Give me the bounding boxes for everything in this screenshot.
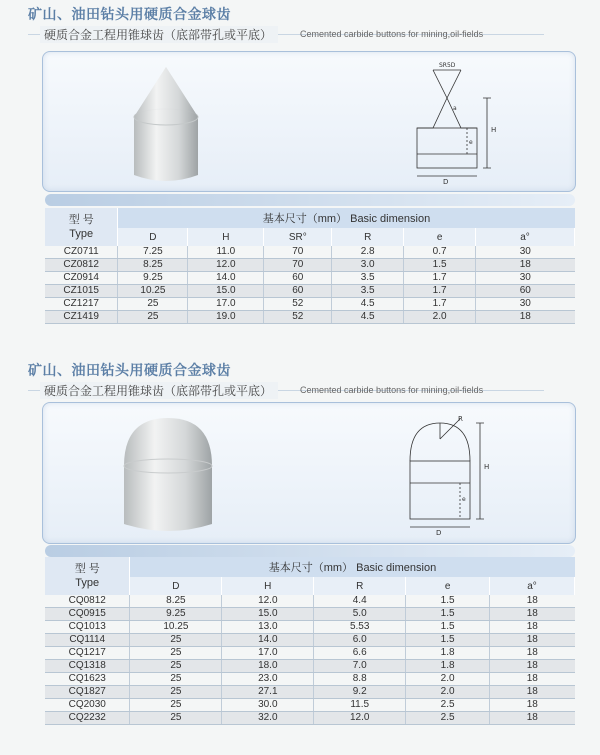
value-cell: 52 xyxy=(264,298,332,311)
value-cell: 5.53 xyxy=(314,621,406,634)
model-cell: CZ1217 xyxy=(45,298,118,311)
section2-product-panel xyxy=(42,402,576,544)
value-cell: 18 xyxy=(490,595,575,608)
table-row xyxy=(45,259,575,272)
h-label: H xyxy=(491,126,497,134)
section1-subtitle xyxy=(40,25,483,43)
value-cell: 7.0 xyxy=(314,660,406,673)
section1-table-topbar xyxy=(45,194,575,206)
value-cell: 6.6 xyxy=(314,647,406,660)
value-cell: 25 xyxy=(130,660,222,673)
value-cell: 18 xyxy=(490,608,575,621)
value-cell: 1.7 xyxy=(404,272,476,285)
value-cell: 1.5 xyxy=(406,621,490,634)
col-header-e-2: e xyxy=(406,577,490,595)
sr-label: SR5D xyxy=(439,62,456,69)
model-cell: CQ1318 xyxy=(45,660,130,673)
col-header-r: R xyxy=(332,228,404,246)
value-cell: 18 xyxy=(490,686,575,699)
value-cell: 12.0 xyxy=(222,595,314,608)
type-header-cn-2: 型 号 xyxy=(74,563,100,575)
value-cell: 2.0 xyxy=(404,311,476,324)
table-row xyxy=(45,673,575,686)
value-cell: 13.0 xyxy=(222,621,314,634)
e-label-2: e xyxy=(462,496,466,503)
conical-button-image xyxy=(108,55,248,190)
value-cell: 8.25 xyxy=(118,259,188,272)
value-cell: 18 xyxy=(490,634,575,647)
value-cell: 4.5 xyxy=(332,311,404,324)
value-cell: 3.5 xyxy=(332,272,404,285)
value-cell: 52 xyxy=(264,311,332,324)
section2-subtitle-en: Cemented carbide buttons for mining,oil-fields xyxy=(300,385,484,395)
type-header-cn: 型 号 xyxy=(68,214,94,226)
value-cell: 1.7 xyxy=(404,285,476,298)
value-cell: 23.0 xyxy=(222,673,314,686)
section1-spec-table xyxy=(45,208,575,324)
table-row xyxy=(45,298,575,311)
value-cell: 18.0 xyxy=(222,660,314,673)
table-row xyxy=(45,311,575,324)
model-cell: CZ0914 xyxy=(45,272,118,285)
col-header-d: D xyxy=(118,228,188,246)
value-cell: 12.0 xyxy=(188,259,264,272)
value-cell: 1.7 xyxy=(404,298,476,311)
value-cell: 1.5 xyxy=(406,595,490,608)
section1-product-panel xyxy=(42,51,576,192)
value-cell: 30 xyxy=(476,298,575,311)
value-cell: 2.0 xyxy=(406,686,490,699)
ball-button-image xyxy=(106,406,246,541)
value-cell: 25 xyxy=(130,673,222,686)
col-header-e: e xyxy=(404,228,476,246)
type-header xyxy=(45,208,118,246)
table-row xyxy=(45,272,575,285)
value-cell: 2.5 xyxy=(406,712,490,725)
table-row xyxy=(45,712,575,725)
value-cell: 25 xyxy=(130,634,222,647)
model-cell: CZ1015 xyxy=(45,285,118,298)
col-header-d-2: D xyxy=(130,577,222,595)
model-cell: CQ1623 xyxy=(45,673,130,686)
value-cell: 70 xyxy=(264,246,332,259)
value-cell: 30 xyxy=(476,246,575,259)
value-cell: 3.5 xyxy=(332,285,404,298)
model-cell: CQ1114 xyxy=(45,634,130,647)
model-cell: CQ2030 xyxy=(45,699,130,712)
value-cell: 10.25 xyxy=(130,621,222,634)
model-cell: CQ0812 xyxy=(45,595,130,608)
value-cell: 1.8 xyxy=(406,660,490,673)
value-cell: 18 xyxy=(476,259,575,272)
value-cell: 25 xyxy=(130,686,222,699)
model-cell: CQ1827 xyxy=(45,686,130,699)
table-row xyxy=(45,647,575,660)
value-cell: 5.0 xyxy=(314,608,406,621)
model-cell: CQ1013 xyxy=(45,621,130,634)
value-cell: 1.5 xyxy=(406,634,490,647)
value-cell: 14.0 xyxy=(188,272,264,285)
col-header-a: a° xyxy=(476,228,575,246)
section2-subtitle-cn: 硬质合金工程用锥球齿（底部带孔或平底） xyxy=(40,382,278,399)
model-cell: CZ0711 xyxy=(45,246,118,259)
value-cell: 7.25 xyxy=(118,246,188,259)
h-label-2: H xyxy=(484,463,490,471)
value-cell: 2.8 xyxy=(332,246,404,259)
value-cell: 2.0 xyxy=(406,673,490,686)
table-row xyxy=(45,634,575,647)
value-cell: 25 xyxy=(130,647,222,660)
value-cell: 27.1 xyxy=(222,686,314,699)
value-cell: 30.0 xyxy=(222,699,314,712)
value-cell: 18 xyxy=(490,673,575,686)
value-cell: 60 xyxy=(476,285,575,298)
d-label-2: D xyxy=(436,529,442,537)
value-cell: 25 xyxy=(130,712,222,725)
value-cell: 60 xyxy=(264,272,332,285)
value-cell: 60 xyxy=(264,285,332,298)
value-cell: 17.0 xyxy=(222,647,314,660)
table-row xyxy=(45,595,575,608)
value-cell: 25 xyxy=(130,699,222,712)
section1-subtitle-cn: 硬质合金工程用锥球齿（底部带孔或平底） xyxy=(40,26,278,43)
section2-spec-table xyxy=(45,557,575,725)
value-cell: 8.8 xyxy=(314,673,406,686)
ball-button-drawing xyxy=(398,409,518,539)
value-cell: 19.0 xyxy=(188,311,264,324)
value-cell: 18 xyxy=(490,712,575,725)
e-label: e xyxy=(469,139,473,146)
value-cell: 8.25 xyxy=(130,595,222,608)
model-cell: CQ2232 xyxy=(45,712,130,725)
value-cell: 15.0 xyxy=(188,285,264,298)
section1-title: 矿山、油田钻头用硬质合金球齿 xyxy=(28,7,231,23)
table-row xyxy=(45,285,575,298)
d-label: D xyxy=(443,178,449,186)
conical-button-drawing xyxy=(405,58,515,188)
value-cell: 70 xyxy=(264,259,332,272)
table-row xyxy=(45,686,575,699)
model-cell: CZ0812 xyxy=(45,259,118,272)
table-row xyxy=(45,699,575,712)
value-cell: 30 xyxy=(476,272,575,285)
value-cell: 9.25 xyxy=(118,272,188,285)
type-header-en-2: Type xyxy=(75,577,100,589)
value-cell: 2.5 xyxy=(406,699,490,712)
section2-table-topbar xyxy=(45,545,575,557)
value-cell: 3.0 xyxy=(332,259,404,272)
value-cell: 11.5 xyxy=(314,699,406,712)
value-cell: 12.0 xyxy=(314,712,406,725)
value-cell: 17.0 xyxy=(188,298,264,311)
value-cell: 6.0 xyxy=(314,634,406,647)
value-cell: 10.25 xyxy=(118,285,188,298)
value-cell: 18 xyxy=(490,621,575,634)
value-cell: 1.5 xyxy=(406,608,490,621)
value-cell: 18 xyxy=(490,699,575,712)
a-label: a xyxy=(453,105,457,112)
col-header-r-2: R xyxy=(314,577,406,595)
value-cell: 15.0 xyxy=(222,608,314,621)
value-cell: 14.0 xyxy=(222,634,314,647)
section2-title: 矿山、油田钻头用硬质合金球齿 xyxy=(28,363,231,379)
value-cell: 32.0 xyxy=(222,712,314,725)
value-cell: 4.4 xyxy=(314,595,406,608)
value-cell: 18 xyxy=(490,660,575,673)
value-cell: 1.8 xyxy=(406,647,490,660)
col-header-h: H xyxy=(188,228,264,246)
col-header-h-2: H xyxy=(222,577,314,595)
type-header-en: Type xyxy=(69,228,94,240)
type-header-2 xyxy=(45,557,130,595)
section1-subtitle-en: Cemented carbide buttons for mining,oil-fields xyxy=(300,29,484,39)
r-label: R xyxy=(458,415,463,423)
value-cell: 25 xyxy=(118,311,188,324)
col-header-a-2: a° xyxy=(490,577,575,595)
dimension-header-2: 基本尺寸（mm） Basic dimension xyxy=(130,557,575,577)
value-cell: 1.5 xyxy=(404,259,476,272)
dimension-header: 基本尺寸（mm） Basic dimension xyxy=(118,208,575,228)
model-cell: CQ1217 xyxy=(45,647,130,660)
value-cell: 11.0 xyxy=(188,246,264,259)
table-row xyxy=(45,608,575,621)
col-header-sr: SR° xyxy=(264,228,332,246)
table-row xyxy=(45,246,575,259)
value-cell: 9.25 xyxy=(130,608,222,621)
table-row xyxy=(45,660,575,673)
value-cell: 18 xyxy=(476,311,575,324)
value-cell: 4.5 xyxy=(332,298,404,311)
table-row xyxy=(45,621,575,634)
value-cell: 25 xyxy=(118,298,188,311)
value-cell: 18 xyxy=(490,647,575,660)
value-cell: 0.7 xyxy=(404,246,476,259)
value-cell: 9.2 xyxy=(314,686,406,699)
section2-subtitle xyxy=(40,381,483,399)
model-cell: CZ1419 xyxy=(45,311,118,324)
model-cell: CQ0915 xyxy=(45,608,130,621)
